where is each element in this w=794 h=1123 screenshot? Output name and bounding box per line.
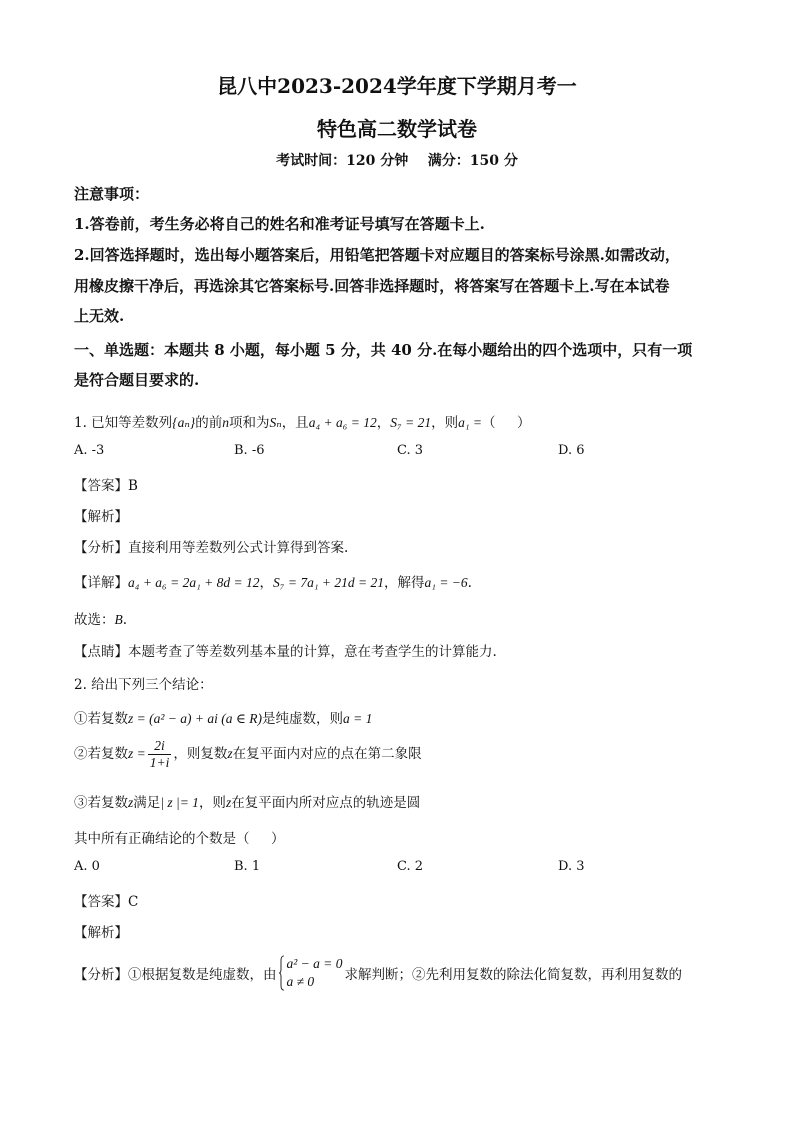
fraction: $\frac{2i}{1+i}$ — [149, 738, 170, 770]
page-subtitle: 特色高二数学试卷 — [317, 117, 477, 141]
notes-heading: 注意事项： — [74, 185, 150, 203]
question-1-stem: 1. 已知等差数列{aₙ}的前n项和为Sₙ，且a₄ + a₆ = 12，S₇ = 21，则a₁ =（ ） — [74, 415, 531, 431]
question-1-option-d: D. 6 — [558, 443, 585, 458]
question-2-option-b: B. 1 — [234, 859, 261, 874]
question-1-option-c: C. 3 — [397, 443, 424, 458]
question-2-stem: 2. 给出下列三个结论： — [74, 677, 213, 693]
question-1-option-a: A. -3 — [74, 443, 105, 458]
question-2-option-a: A. 0 — [74, 859, 100, 874]
notes-item-2-line-1: 2.回答选择题时，选出每小题答案后，用铅笔把答题卡对应题目的答案标号涂黑.如需改动， — [74, 246, 680, 264]
question-1-option-b: B. -6 — [234, 443, 265, 458]
question-2-analysis-heading: 【解析】 — [74, 925, 128, 941]
question-1-analysis-heading: 【解析】 — [74, 509, 128, 525]
section-heading-line-1: 一、单选题：本题共 8 小题，每小题 5 分，共 40 分.在每小题给出的四个选项中，只有一项 — [74, 341, 693, 359]
question-2-conclusion-3: ③若复数z满足| z |= 1，则z在复平面内所对应点的轨迹是圆 — [74, 795, 421, 811]
question-1-xiangjie: 【详解】a₄ + a₆ = 2a₁ + 8d = 12，S₇ = 7a₁ + 21d = 21，解得a₁ = −6. — [74, 575, 472, 591]
question-2-answer: 【答案】C — [74, 894, 139, 910]
brace-icon — [279, 955, 285, 991]
exam-info: 考试时间：120 分钟 满分：150 分 — [276, 153, 518, 169]
notes-item-1: 1.答卷前，考生务必将自己的姓名和准考证号填写在答题卡上. — [74, 215, 485, 233]
equation-system: a² − a = 0 a ≠ 0 — [279, 955, 343, 991]
question-1-answer: 【答案】B — [74, 478, 138, 494]
question-2-option-d: D. 3 — [558, 859, 585, 874]
question-2-conclusion-1: ①若复数z = (a² − a) + ai (a ∈ R)是纯虚数，则a = 1 — [74, 711, 373, 727]
question-1-fenxi: 【分析】直接利用等差数列公式计算得到答案. — [74, 540, 349, 556]
question-1-choice: 故选：B. — [74, 612, 128, 628]
question-2-conclusion-2: ②若复数z = $\frac{2i}{1+i}$ ，则复数z在复平面内对应的点在第二象限 — [74, 738, 422, 770]
notes-item-2-line-2: 用橡皮擦干净后，再选涂其它答案标号.回答非选择题时，将答案写在答题卡上.写在本试卷 — [74, 277, 670, 295]
question-2-ask: 其中所有正确结论的个数是（ ） — [74, 831, 285, 847]
section-heading-line-2: 是符合题目要求的. — [74, 371, 200, 389]
notes-item-2-line-3: 上无效. — [74, 307, 125, 325]
question-1-dianjing: 【点睛】本题考查了等差数列基本量的计算，意在考查学生的计算能力. — [74, 644, 497, 660]
question-2-option-c: C. 2 — [397, 859, 424, 874]
page-title: 昆八中2023-2024学年度下学期月考一 — [217, 74, 577, 98]
question-2-fenxi: 【分析】①根据复数是纯虚数，由 a² − a = 0 a ≠ 0 求解判断；②先利用复数的除法化简复数，再利用复数的 — [74, 956, 683, 989]
